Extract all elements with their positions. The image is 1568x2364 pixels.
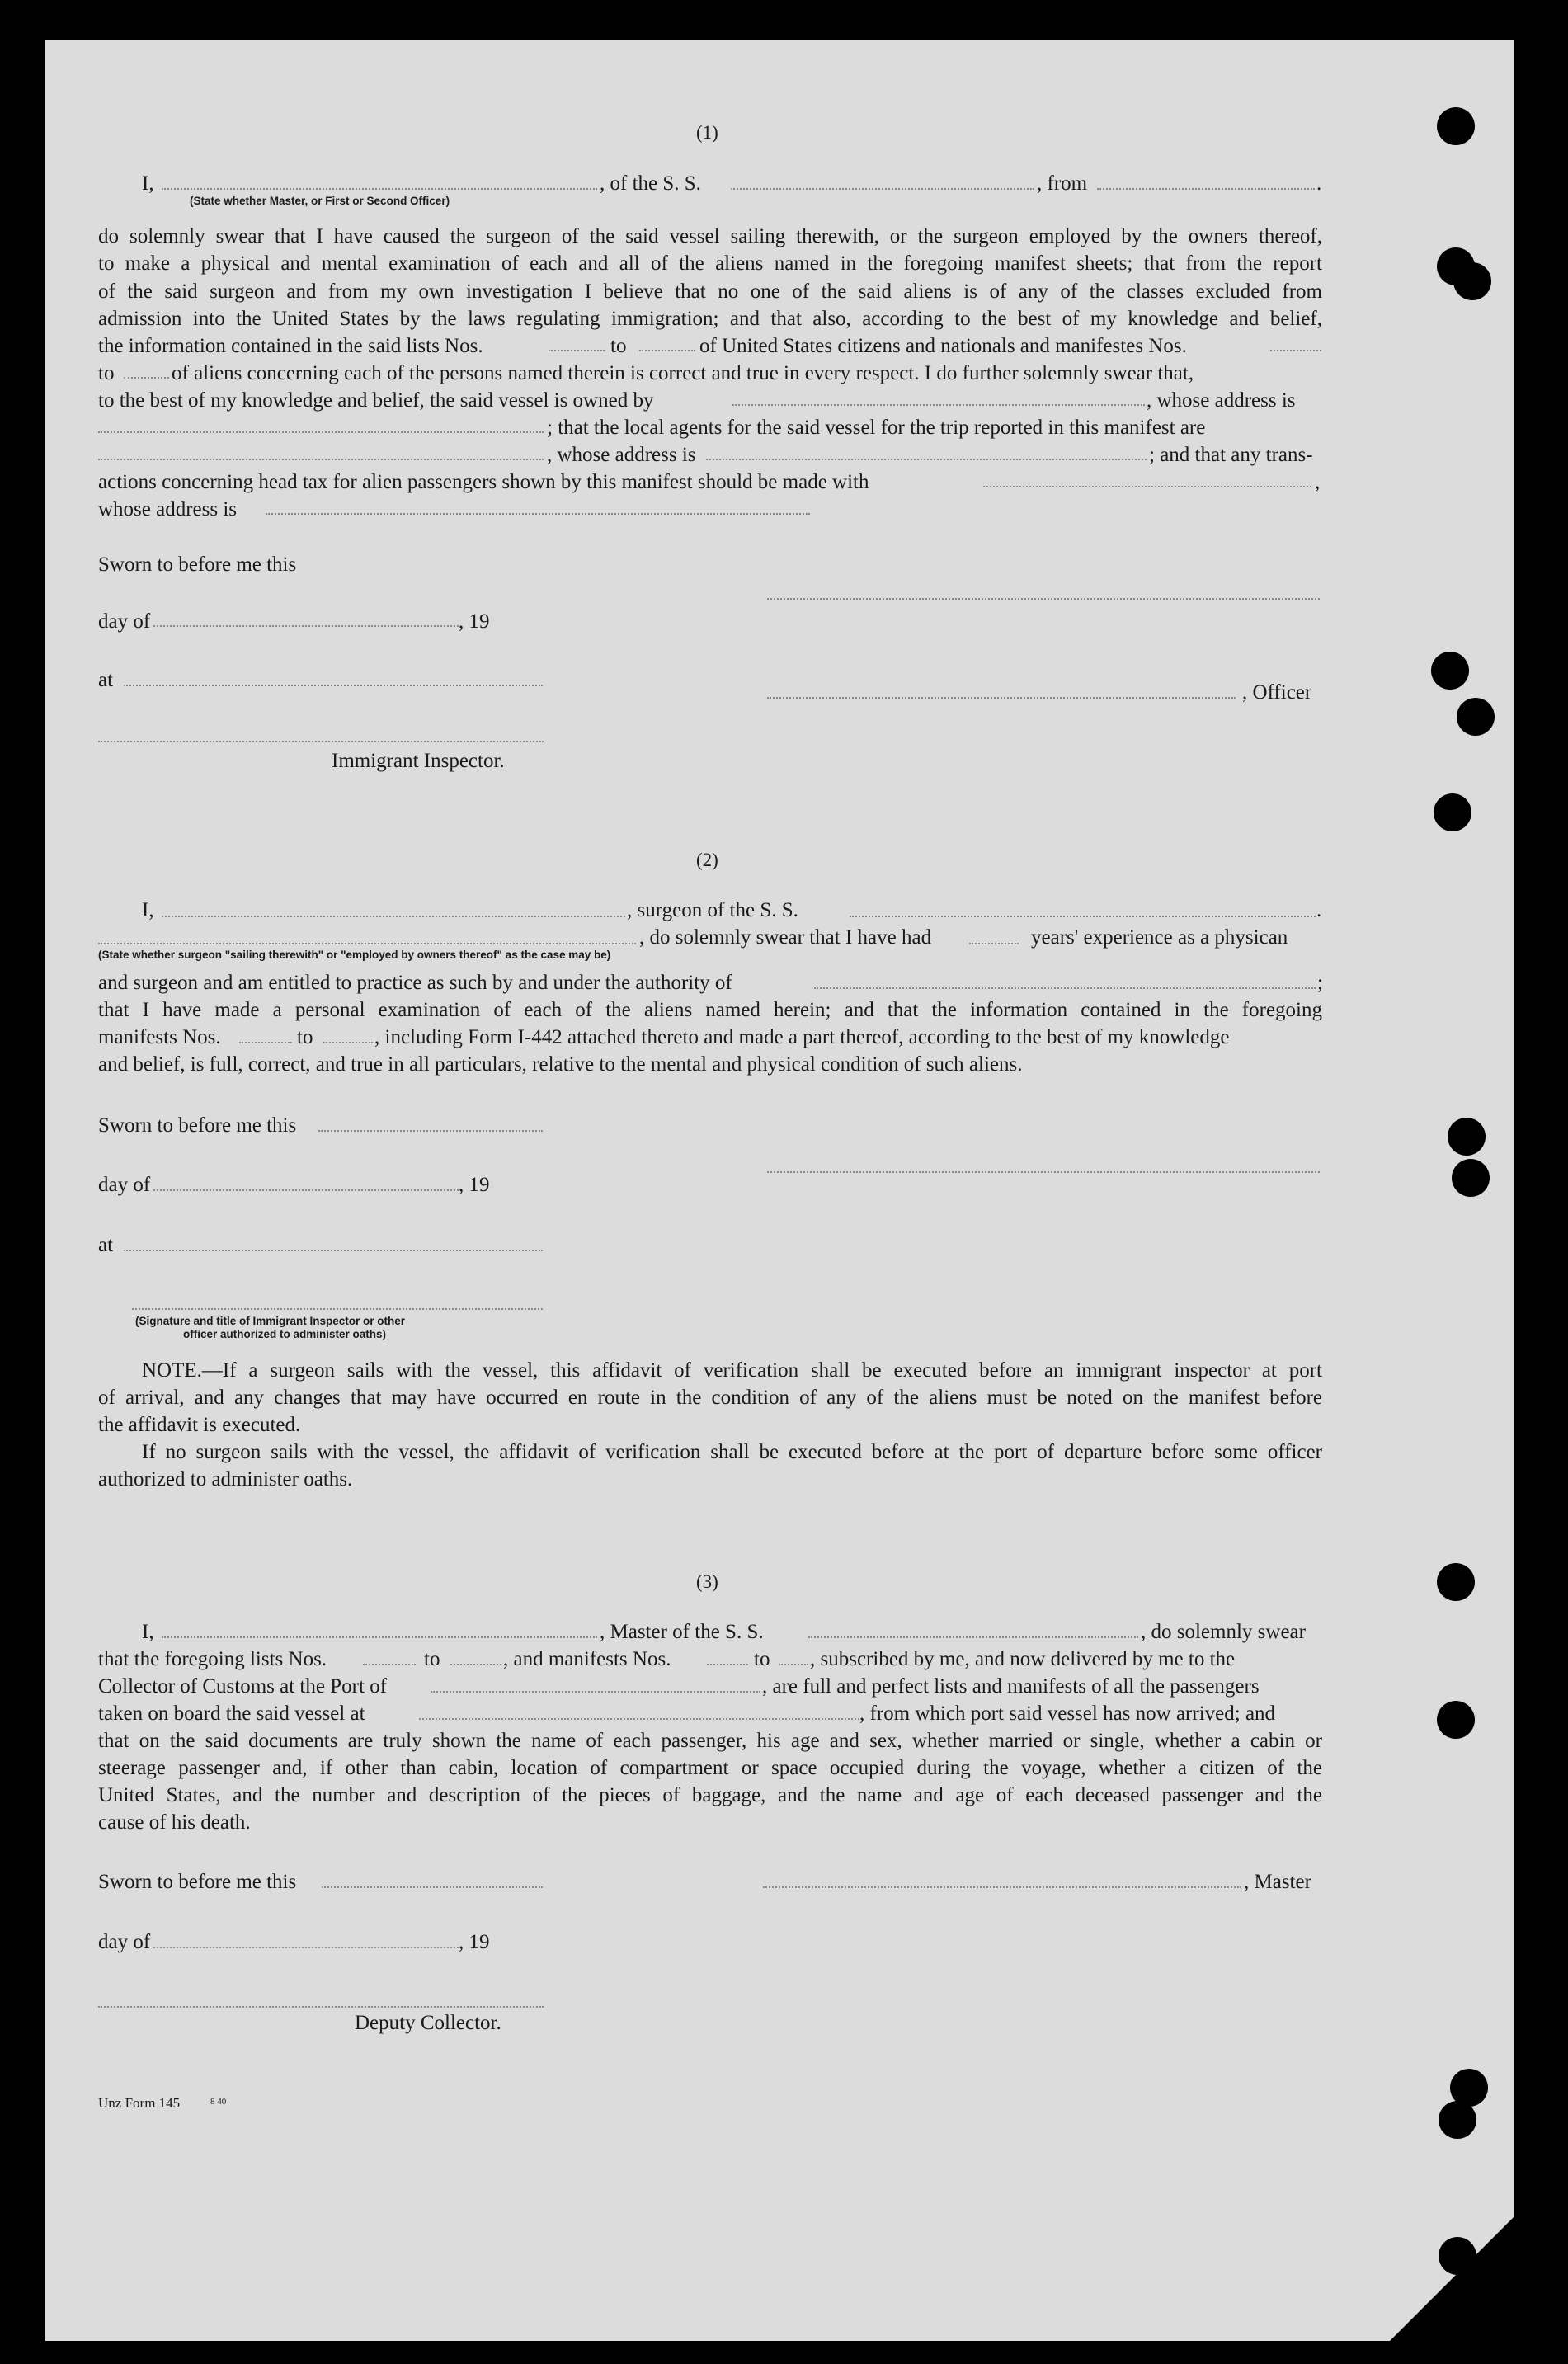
note-line: authorized to administer oaths. (98, 1468, 353, 1490)
at-label: at (98, 669, 114, 691)
at-label: at (98, 1234, 114, 1256)
text: to the best of my knowledge and belief, the said vessel is owned by (98, 389, 654, 412)
blank-line[interactable] (1270, 350, 1321, 351)
signature-line[interactable] (767, 598, 1320, 600)
blank-line[interactable] (808, 1636, 1138, 1638)
paragraph-line: that I have made a personal examination of each of the aliens named herein; and that the information contained in the foregoing (98, 999, 1322, 1021)
binder-hole (1452, 1159, 1490, 1197)
text: , and manifests Nos. (503, 1648, 671, 1670)
text: the information contained in the said lists Nos. (98, 335, 483, 357)
text: I, (142, 899, 154, 921)
text: . (1316, 172, 1322, 195)
year-label: , 19 (459, 1931, 490, 1953)
sworn-label: Sworn to before me this (98, 1114, 297, 1137)
blank-line[interactable] (814, 987, 1316, 989)
paragraph-line: United States, and the number and description of the pieces of baggage, and the name and age of each deceased passenger and the (98, 1784, 1322, 1806)
text: , do solemnly swear that I have had (639, 926, 932, 949)
year-label: , 19 (459, 610, 490, 633)
binder-hole (1437, 1563, 1475, 1601)
blank-line[interactable] (239, 1042, 292, 1043)
text: of United States citizens and nationals and manifestes Nos. (699, 335, 1187, 357)
blank-line[interactable] (731, 188, 1034, 190)
sworn-label: Sworn to before me this (98, 1871, 297, 1893)
collector-label: Deputy Collector. (355, 2012, 501, 2034)
blank-line[interactable] (639, 350, 695, 351)
text: , Master of the S. S. (600, 1621, 764, 1643)
blank-line[interactable] (153, 625, 459, 627)
blank-line[interactable] (706, 459, 1147, 460)
paragraph-line: do solemnly swear that I have caused the surgeon of the said vessel sailing therewith, or the surgeon employed by the owners thereof, (98, 225, 1322, 247)
text: manifests Nos. (98, 1026, 221, 1048)
text: to (424, 1648, 440, 1670)
text: ; (1317, 972, 1323, 994)
binder-hole (1439, 2237, 1476, 2275)
blank-line[interactable] (124, 685, 543, 686)
text: that the foregoing lists Nos. (98, 1648, 327, 1670)
section-number: (2) (696, 850, 718, 870)
blank-line[interactable] (779, 1664, 808, 1665)
field-note: (State whether surgeon "sailing therewith" or "employed by owners thereof" as the case may be) (98, 949, 611, 961)
binder-hole (1434, 793, 1471, 831)
text: and surgeon and am entitled to practice as such by and under the authority of (98, 972, 732, 994)
blank-line[interactable] (124, 377, 169, 379)
binder-hole (1437, 1701, 1475, 1739)
text: ; that the local agents for the said vessel for the trip reported in this manifest are (547, 417, 1206, 439)
signature-line[interactable] (132, 1308, 543, 1310)
signature-line[interactable] (98, 2006, 544, 2008)
text: , of the S. S. (600, 172, 701, 195)
note-line: NOTE.—If a surgeon sails with the vessel, this affidavit of verification shall be executed before an immigrant inspector at port (142, 1359, 1322, 1382)
binder-hole (1453, 262, 1491, 300)
section-number: (1) (696, 122, 718, 143)
text: , (1315, 471, 1321, 493)
blank-line[interactable] (153, 1189, 459, 1191)
signature-line[interactable] (767, 697, 1236, 699)
text: ; and that any trans- (1149, 444, 1313, 466)
paragraph-line: to make a physical and mental examination of each and all of the aliens named in the foregoing manifest sheets; that from the report (98, 252, 1322, 275)
text: Collector of Customs at the Port of (98, 1675, 387, 1698)
blank-line[interactable] (850, 916, 1316, 917)
year-label: , 19 (459, 1174, 490, 1196)
text: actions concerning head tax for alien passengers shown by this manifest should be made with (98, 471, 869, 493)
form-number: Unz Form 145 (98, 2095, 181, 2111)
blank-line[interactable] (419, 1718, 859, 1720)
blank-line[interactable] (323, 1042, 373, 1043)
text: , surgeon of the S. S. (627, 899, 798, 921)
paragraph-line: that on the said documents are truly shown the name of each passenger, his age and sex, whether married or single, whether a cabin or (98, 1730, 1322, 1752)
day-of-label: day of (98, 1174, 151, 1196)
officer-label: , Officer (1242, 681, 1312, 704)
binder-hole (1437, 107, 1475, 145)
text: of aliens concerning each of the persons named therein is correct and true in every respect. I do further solemnly swear that, (172, 362, 1194, 384)
signature-line[interactable] (98, 741, 544, 742)
note-line: the affidavit is executed. (98, 1414, 301, 1436)
text: , from which port said vessel has now arrived; and (859, 1702, 1276, 1725)
blank-line[interactable] (153, 1947, 459, 1948)
blank-line[interactable] (98, 431, 544, 433)
paragraph-line: of the said surgeon and from my own investigation I believe that no one of the said aliens is of any of the classes excluded from (98, 280, 1322, 303)
text: taken on board the said vessel at (98, 1702, 365, 1725)
blank-line[interactable] (431, 1691, 760, 1693)
note-line: If no surgeon sails with the vessel, the affidavit of verification shall be executed before at the port of departure before some officer (142, 1441, 1322, 1463)
text: , whose address is (1147, 389, 1296, 412)
text: to (754, 1648, 770, 1670)
section-number: (3) (696, 1571, 718, 1592)
blank-line[interactable] (732, 404, 1145, 406)
text: I, (142, 1621, 154, 1643)
signature-note: officer authorized to administer oaths) (183, 1328, 387, 1340)
text: , subscribed by me, and now delivered by me to the (810, 1648, 1236, 1670)
master-label: , Master (1244, 1871, 1311, 1893)
field-note: (State whether Master, or First or Second Officer) (190, 195, 450, 207)
blank-line[interactable] (363, 1664, 416, 1665)
note-line: of arrival, and any changes that may have occurred en route in the condition of any of the aliens must be noted on the manifest before (98, 1387, 1322, 1409)
signature-line[interactable] (767, 1171, 1320, 1173)
blank-line[interactable] (98, 459, 544, 460)
text: years' experience as a physican (1031, 926, 1288, 949)
text: , whose address is (547, 444, 696, 466)
text: I, (142, 172, 154, 195)
inspector-label: Immigrant Inspector. (332, 750, 505, 772)
blank-line[interactable] (1097, 188, 1315, 190)
blank-line[interactable] (983, 486, 1311, 487)
day-of-label: day of (98, 1931, 151, 1953)
blank-line[interactable] (969, 943, 1019, 944)
text: , including Form I-442 attached thereto and made a part thereof, according to the best of my knowledge (374, 1026, 1230, 1048)
blank-line[interactable] (162, 188, 597, 190)
text: , are full and perfect lists and manifests of all the passengers (762, 1675, 1260, 1698)
text: , do solemnly swear (1141, 1621, 1306, 1643)
blank-line[interactable] (98, 943, 636, 944)
text: . (1316, 899, 1322, 921)
paragraph-line: cause of his death. (98, 1811, 251, 1834)
text: and belief, is full, correct, and true in all particulars, relative to the mental and physical condition of such aliens. (98, 1053, 1023, 1076)
blank-line[interactable] (124, 1250, 543, 1251)
sworn-label: Sworn to before me this (98, 553, 297, 576)
blank-line[interactable] (322, 1886, 543, 1888)
blank-line[interactable] (162, 916, 625, 917)
form-code: 8 40 (210, 2097, 227, 2107)
binder-hole (1431, 652, 1469, 690)
day-of-label: day of (98, 610, 151, 633)
binder-hole (1448, 1118, 1486, 1156)
signature-note: (Signature and title of Immigrant Inspector or other (135, 1315, 406, 1327)
text: , from (1037, 172, 1088, 195)
binder-hole (1439, 2101, 1476, 2139)
blank-line[interactable] (549, 350, 605, 351)
blank-line[interactable] (162, 1636, 597, 1638)
blank-line[interactable] (318, 1130, 543, 1132)
binder-hole (1457, 698, 1495, 736)
paragraph-line: admission into the United States by the laws regulating immigration; and that also, according to the best of my knowledge and belief, (98, 308, 1322, 330)
text: to (610, 335, 627, 357)
blank-line[interactable] (450, 1664, 501, 1665)
signature-line[interactable] (763, 1886, 1241, 1888)
text: to (98, 362, 115, 384)
blank-line[interactable] (707, 1664, 748, 1665)
text: to (297, 1026, 313, 1048)
text: whose address is (98, 498, 238, 520)
blank-line[interactable] (266, 513, 810, 515)
paragraph-line: steerage passenger and, if other than cabin, location of compartment or space occupied during the voyage, whether a citizen of the (98, 1757, 1322, 1779)
